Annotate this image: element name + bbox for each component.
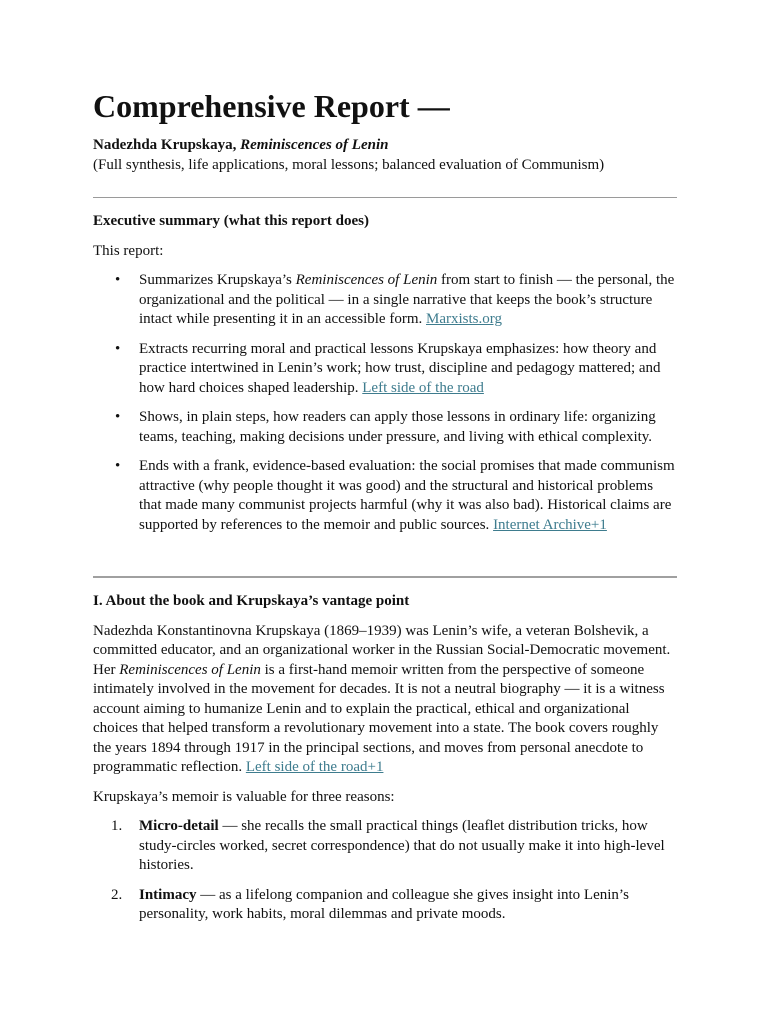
intro-text: This report: xyxy=(93,242,164,259)
list-item xyxy=(93,408,677,447)
text: Ends with a frank, evidence-based evaluation: the social promises that made communism attractive (why people thought it was good) and the structural and historical problems that made many communist projects harmful (why it was also bad). Historical claims are supported by references to the memoir and public sources. xyxy=(139,458,675,533)
source-link[interactable]: Marxists.org xyxy=(426,311,502,327)
list-number: 2. xyxy=(111,886,123,903)
section-about-book xyxy=(93,592,677,935)
book-title: Reminiscences of Lenin xyxy=(240,137,389,153)
term: Micro-detail xyxy=(139,818,219,834)
section-heading: Executive summary (what this report does) xyxy=(93,213,369,229)
section-heading: I. About the book and Krupskaya’s vantage point xyxy=(93,593,410,609)
list-item xyxy=(93,817,677,876)
subtitle-block xyxy=(93,136,677,175)
report-description: (Full synthesis, life applications, moral lessons; balanced evaluation of Communism) xyxy=(93,156,605,173)
author-name: Nadezhda Krupskaya, xyxy=(93,137,241,153)
list-item xyxy=(93,271,677,330)
reasons-list xyxy=(93,817,677,925)
list-number: 1. xyxy=(111,818,123,834)
source-link[interactable]: Left side of the road+1 xyxy=(245,759,384,775)
text: — as a lifelong companion and colleague she gives insight into Lenin’s personality, work habits, moral dilemmas and private moods. xyxy=(139,886,629,922)
list-item xyxy=(93,340,677,399)
list-item xyxy=(93,457,677,535)
source-link[interactable]: Left side of the road xyxy=(362,379,484,396)
section-divider xyxy=(93,576,677,578)
list-item xyxy=(93,886,677,925)
text: — she recalls the small practical things (leaflet distribution tricks, how study-circles worked, secret correspondence) that do not usually make it into high-level histories. xyxy=(139,818,665,873)
text: from start to finish — the personal, the organizational and the political — in a single narrative that keeps the book’s structure intact while presenting it in an accessible form. xyxy=(139,272,675,327)
book-title: Reminiscences of Lenin xyxy=(119,661,261,678)
paragraph xyxy=(93,622,677,778)
summary-list xyxy=(93,271,677,535)
text: Nadezhda Konstantinovna Krupskaya (1869–1939) was Lenin’s wife, a veteran Bolshevik, a committed educator, and an organizational worker in the Russian Social-Democratic movement. Her xyxy=(93,622,671,678)
text: Shows, in plain steps, how readers can apply those lessons in ordinary life: organizing teams, teaching, making decisions under pressure, and living with ethical complexity. xyxy=(139,409,656,445)
page-title: Comprehensive Report — xyxy=(93,88,450,124)
executive-summary xyxy=(93,212,677,545)
text: is a first-hand memoir written from the perspective of someone intimately involved in the movement for decades. It is not a neutral biography — it is a witness account aiming to humanize Lenin and to explain the practical, ethical and organizational choices that helped transform a revolutionary movement into a state. The book covers roughly the years 1894 through 1917 in the principal sections, and moves from personal anecdote to programmatic reflection. xyxy=(93,661,665,775)
text: Extracts recurring moral and practical lessons Krupskaya emphasizes: how theory and practice intertwined in Lenin’s work; how trust, discipline and pedagogy mattered; and how hard choices shaped leadership. xyxy=(139,340,661,396)
term: Intimacy xyxy=(139,886,197,903)
book-title: Reminiscences of Lenin xyxy=(295,272,438,288)
paragraph: Krupskaya’s memoir is valuable for three reasons: xyxy=(93,788,395,805)
source-link[interactable]: Internet Archive+1 xyxy=(493,516,607,533)
text: Summarizes Krupskaya’s xyxy=(139,272,296,288)
divider xyxy=(93,197,677,198)
